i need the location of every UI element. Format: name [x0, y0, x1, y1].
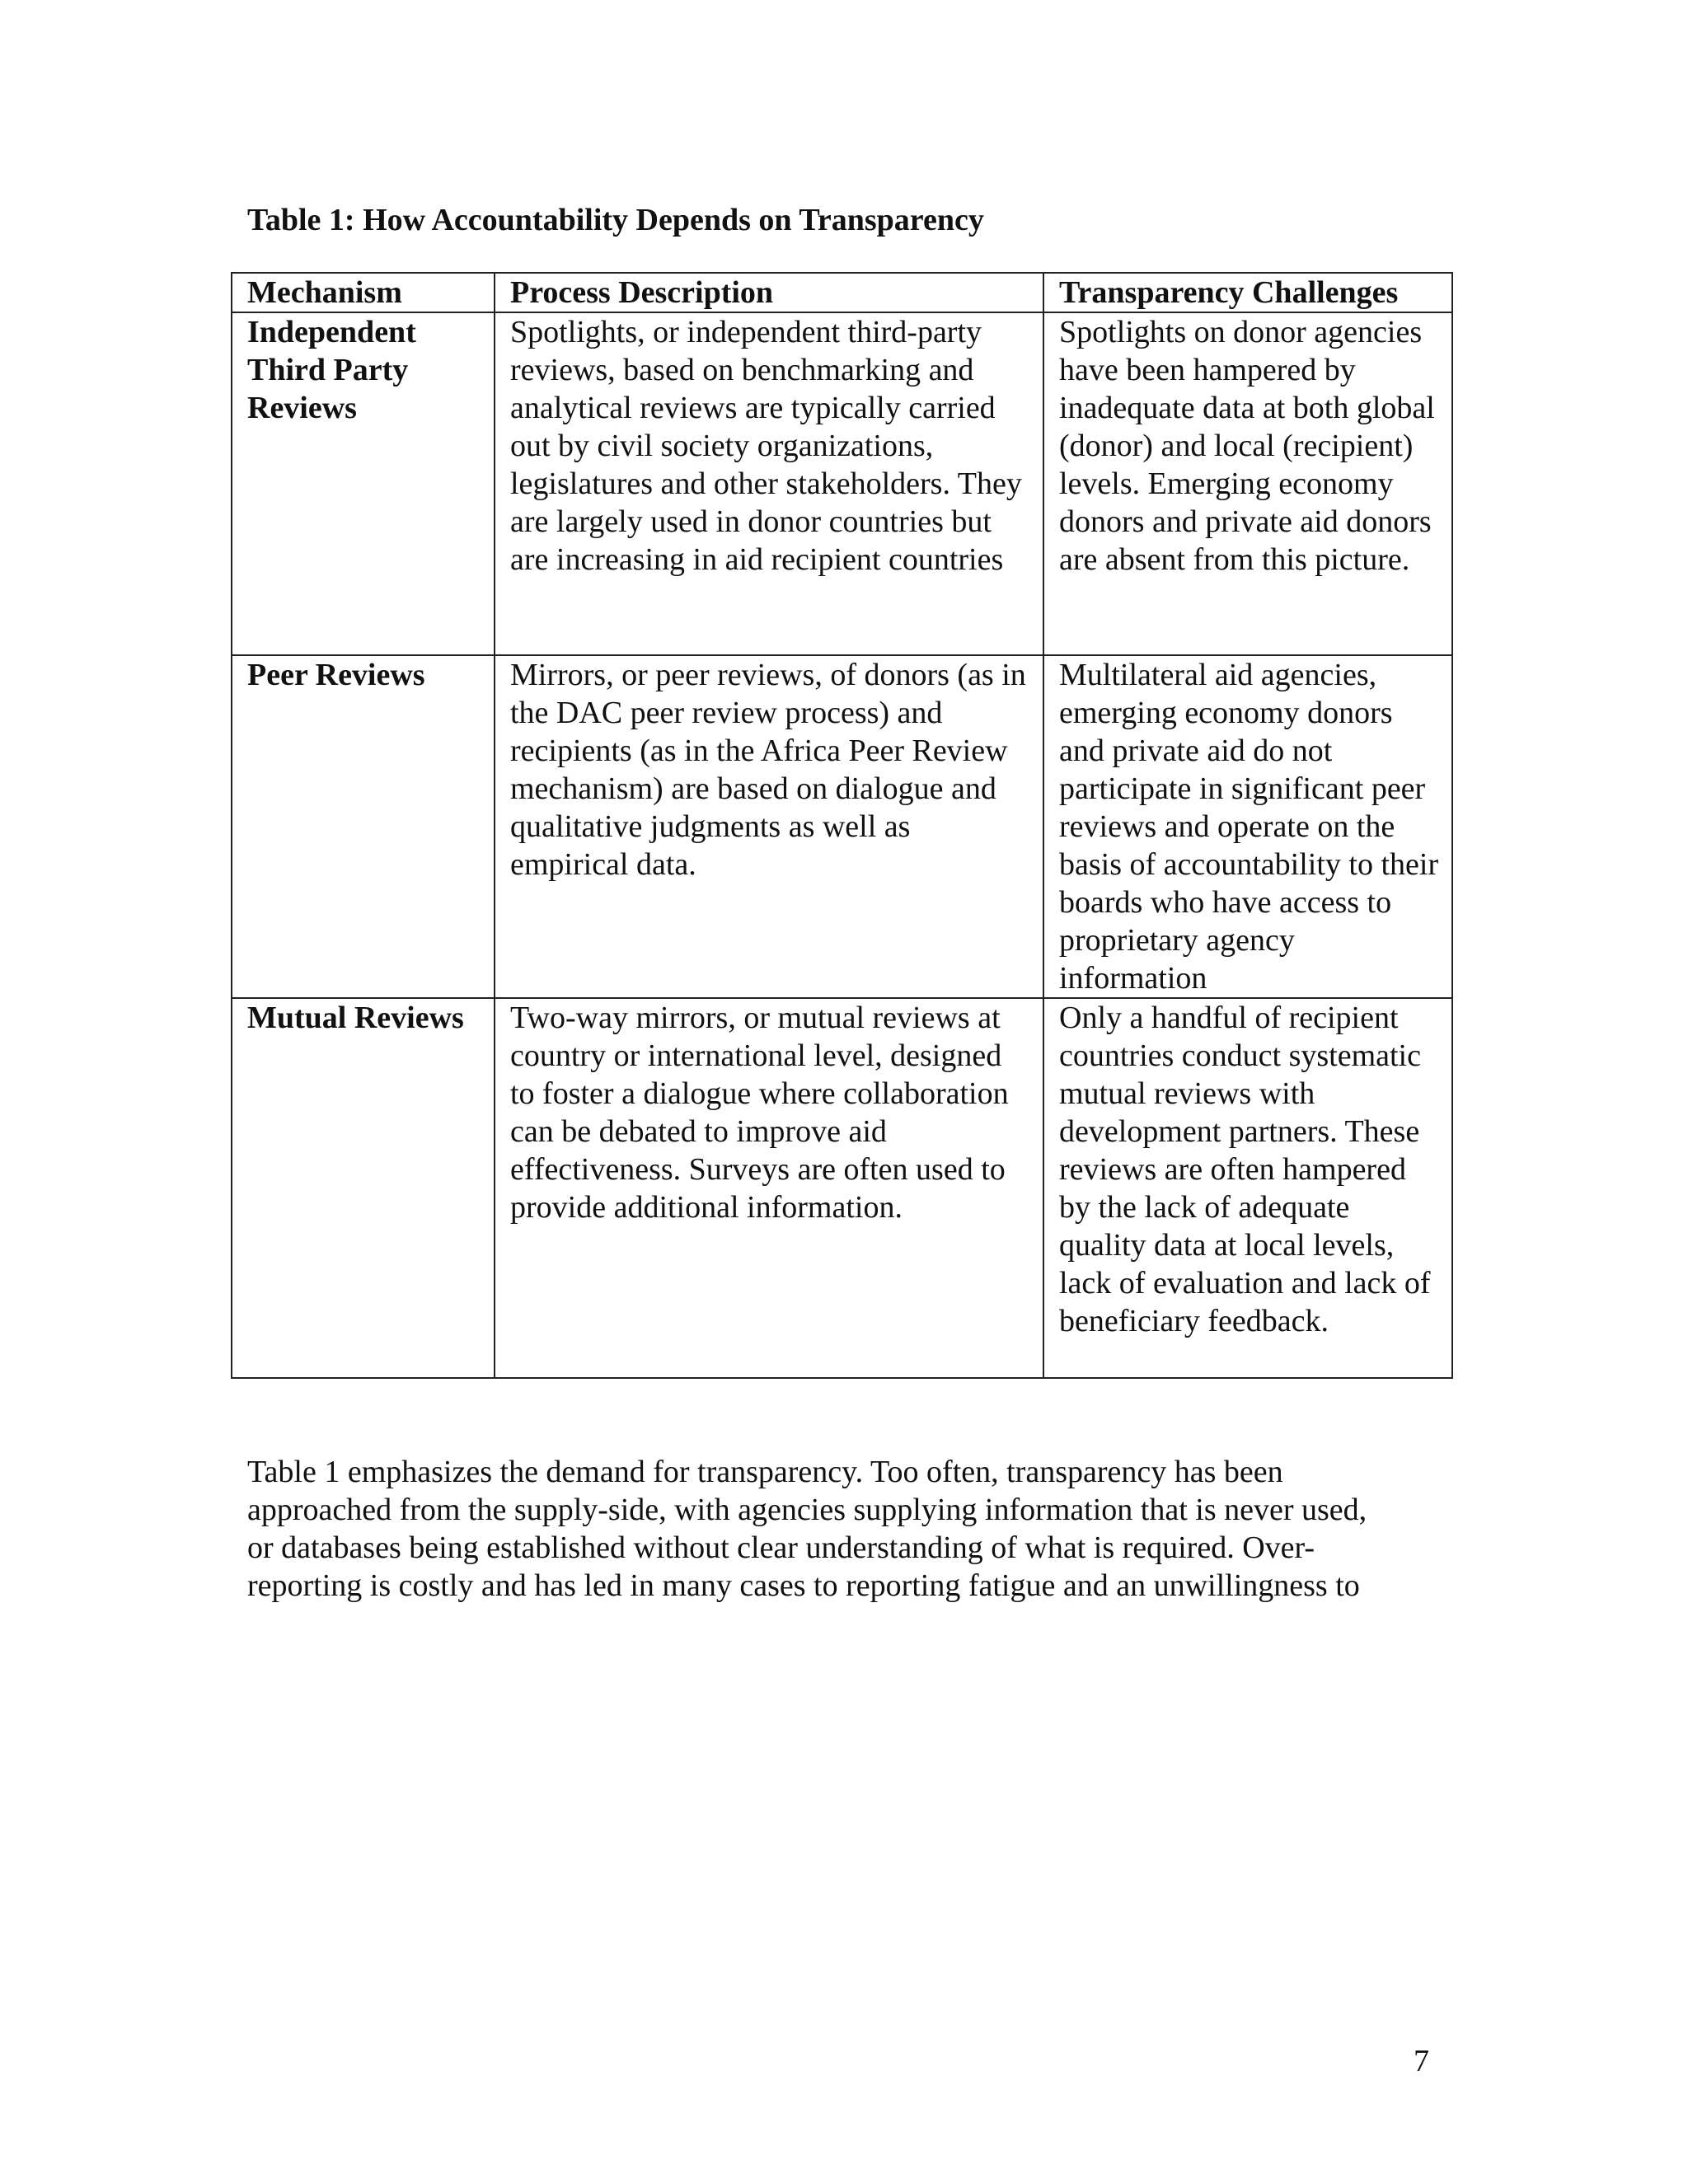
row-process-description: Mirrors, or peer reviews, of donors (as in the DAC peer review process) and recipients (as in the Africa Peer Review mechanism) are based on dialogue and qualitative judgments as well as empirical data.: [495, 655, 1043, 998]
row-mechanism: Peer Reviews: [232, 655, 495, 998]
table-row: [232, 998, 1452, 1378]
header-transparency-challenges: Transparency Challenges: [1043, 273, 1452, 312]
body-paragraph: [247, 1453, 1467, 1605]
table-row: [232, 655, 1452, 998]
row-process-description: Spotlights, or independent third-party reviews, based on benchmarking and analytical reviews are typically carried out by civil society organizations, legislatures and other stakeholders. They are largely used in donor countries but are increasing in aid recipient countries: [495, 312, 1043, 655]
page-number: 7: [1414, 2044, 1429, 2079]
table-caption: Table 1: How Accountability Depends on Transparency: [247, 203, 984, 237]
row-transparency-challenges: Spotlights on donor agencies have been hampered by inadequate data at both global (donor) and local (recipient) levels. Emerging economy donors and private aid donors are absent from this picture.: [1043, 312, 1452, 655]
row-transparency-challenges: Only a handful of recipient countries conduct systematic mutual reviews with development partners. These reviews are often hampered by the lack of adequate quality data at local levels, lack of evaluation and lack of beneficiary feedback.: [1043, 998, 1452, 1378]
header-mechanism: Mechanism: [232, 273, 495, 312]
row-mechanism: Mutual Reviews: [232, 998, 495, 1378]
table-header-row: [232, 273, 1452, 312]
paragraph-line: Table 1 emphasizes the demand for transparency. Too often, transparency has been: [247, 1455, 1283, 1489]
row-process-description: Two-way mirrors, or mutual reviews at country or international level, designed to foster a dialogue where collaboration can be debated to improve aid effectiveness. Surveys are often used to provide additional information.: [495, 998, 1043, 1378]
paragraph-line: reporting is costly and has led in many cases to reporting fatigue and an unwillingness to: [247, 1568, 1360, 1603]
paragraph-line: or databases being established without clear understanding of what is required. Over-: [247, 1530, 1315, 1565]
table-row: [232, 312, 1452, 655]
paragraph-line: approached from the supply-side, with agencies supplying information that is never used,: [247, 1493, 1367, 1527]
row-mechanism: Independent Third Party Reviews: [232, 312, 495, 655]
header-process-description: Process Description: [495, 273, 1043, 312]
row-transparency-challenges: Multilateral aid agencies, emerging economy donors and private aid do not participate in significant peer reviews and operate on the basis of accountability to their boards who have access to proprietary agency information: [1043, 655, 1452, 998]
accountability-table: [231, 272, 1453, 1379]
